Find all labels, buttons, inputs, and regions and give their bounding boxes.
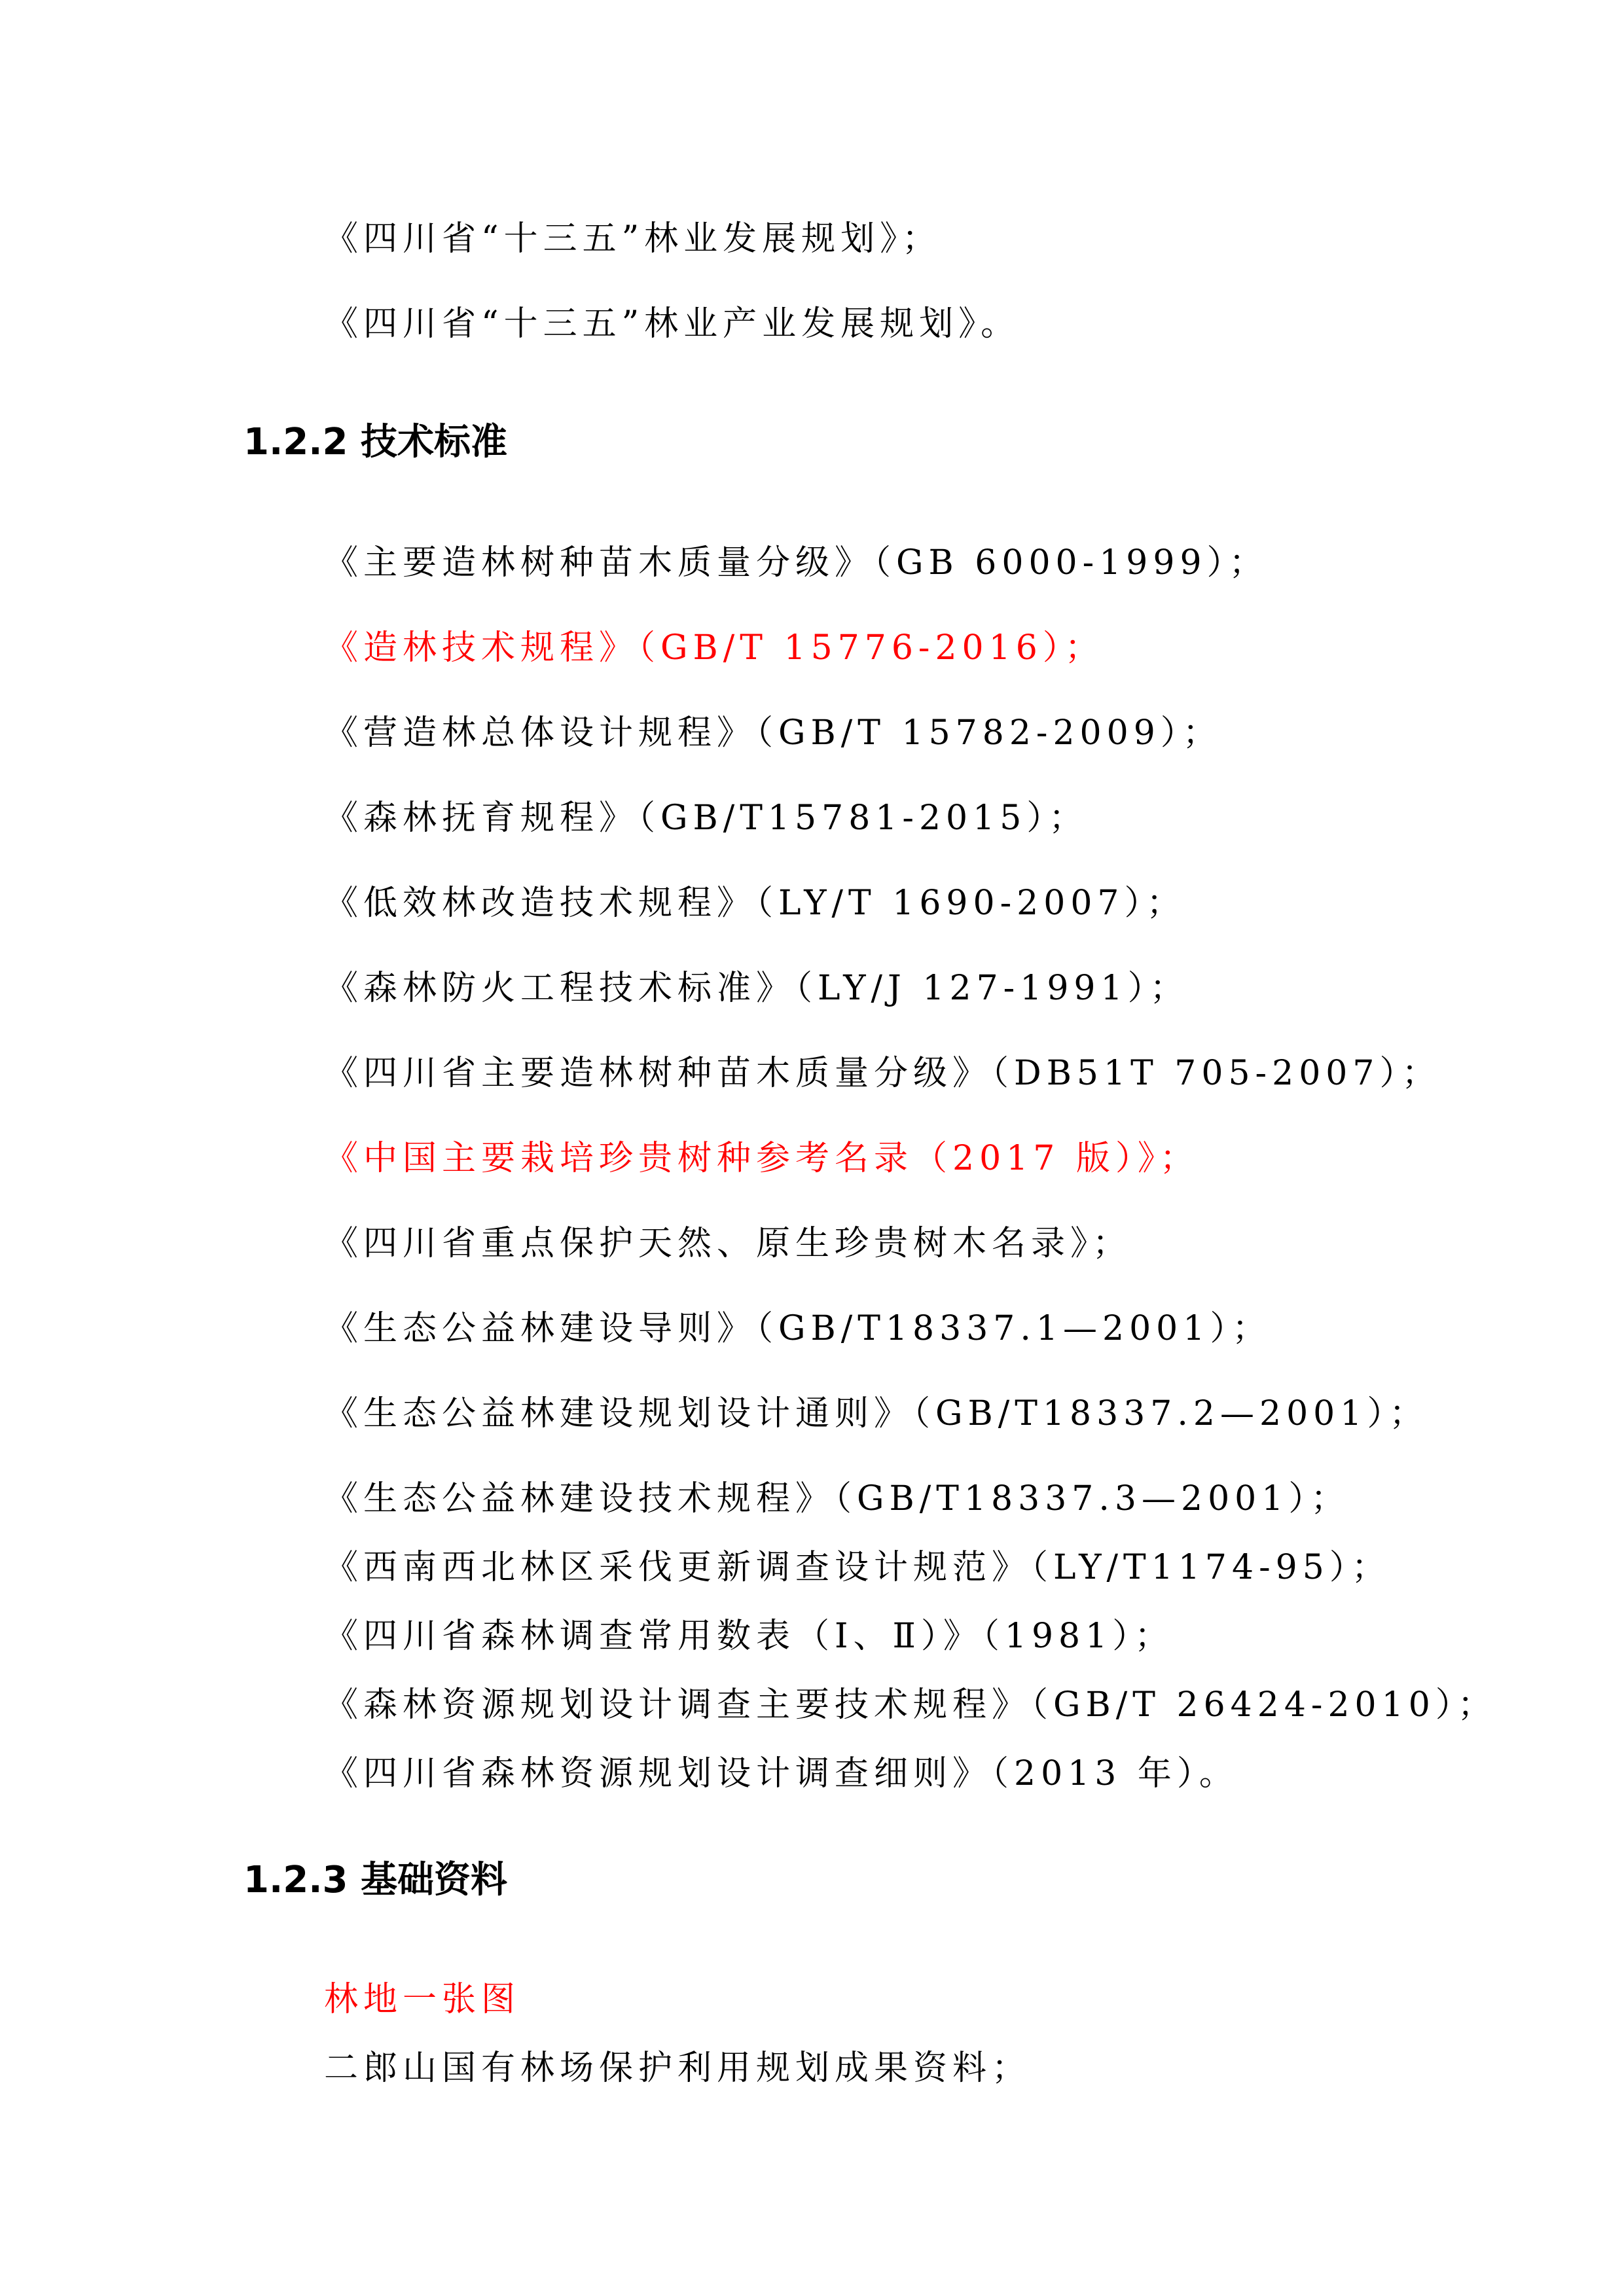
standard-item: 《西南西北林区采伐更新调查设计规范》（LY/T1174-95）；	[324, 1548, 1391, 1587]
standard-item: 《生态公益林建设技术规程》（GB/T18337.3—2001）；	[324, 1479, 1350, 1518]
standard-item-highlighted: 《造林技术规程》（GB/T 15776-2016）；	[324, 628, 1104, 668]
plan-item: 《四川省“十三五”林业发展规划》；	[324, 219, 942, 259]
standard-item: 《生态公益林建设规划设计通则》（GB/T18337.2—2001）；	[324, 1394, 1429, 1433]
standard-item-highlighted: 《中国主要栽培珍贵树种参考名录（2017 版）》；	[324, 1139, 1199, 1178]
section-heading-basic-materials: 1.2.3 基础资料	[244, 1859, 507, 1901]
standard-item: 《四川省重点保护天然、原生珍贵树木名录》；	[324, 1224, 1132, 1263]
standard-item: 《四川省森林资源规划设计调查细则》（2013 年）。	[324, 1754, 1238, 1793]
standard-item: 《四川省主要造林树种苗木质量分级》（DB51T 705-2007）；	[324, 1054, 1441, 1093]
standard-item: 《低效林改造技术规程》（LY/T 1690-2007）；	[324, 884, 1186, 923]
standard-item: 《森林抚育规程》（GB/T15781-2015）；	[324, 798, 1089, 838]
standard-item: 《四川省森林调查常用数表（Ⅰ、Ⅱ）》（1981）；	[324, 1617, 1174, 1656]
material-item: 二郎山国有林场保护利用规划成果资料；	[324, 2049, 1032, 2088]
standard-item: 《生态公益林建设导则》（GB/T18337.1—2001）；	[324, 1309, 1272, 1348]
plan-item: 《四川省“十三五”林业产业发展规划》。	[324, 304, 1020, 344]
standard-item: 《森林防火工程技术标准》（LY/J 127-1991）；	[324, 969, 1189, 1008]
standard-item: 《森林资源规划设计调查主要技术规程》（GB/T 26424-2010）；	[324, 1685, 1497, 1725]
standard-item: 《主要造林树种苗木质量分级》（GB 6000-1999）；	[324, 543, 1269, 583]
section-heading-technical-standards: 1.2.2 技术标准	[244, 421, 507, 463]
standard-item: 《营造林总体设计规程》（GB/T 15782-2009）；	[324, 713, 1222, 753]
material-item-highlighted: 林地一张图	[324, 1980, 521, 2019]
